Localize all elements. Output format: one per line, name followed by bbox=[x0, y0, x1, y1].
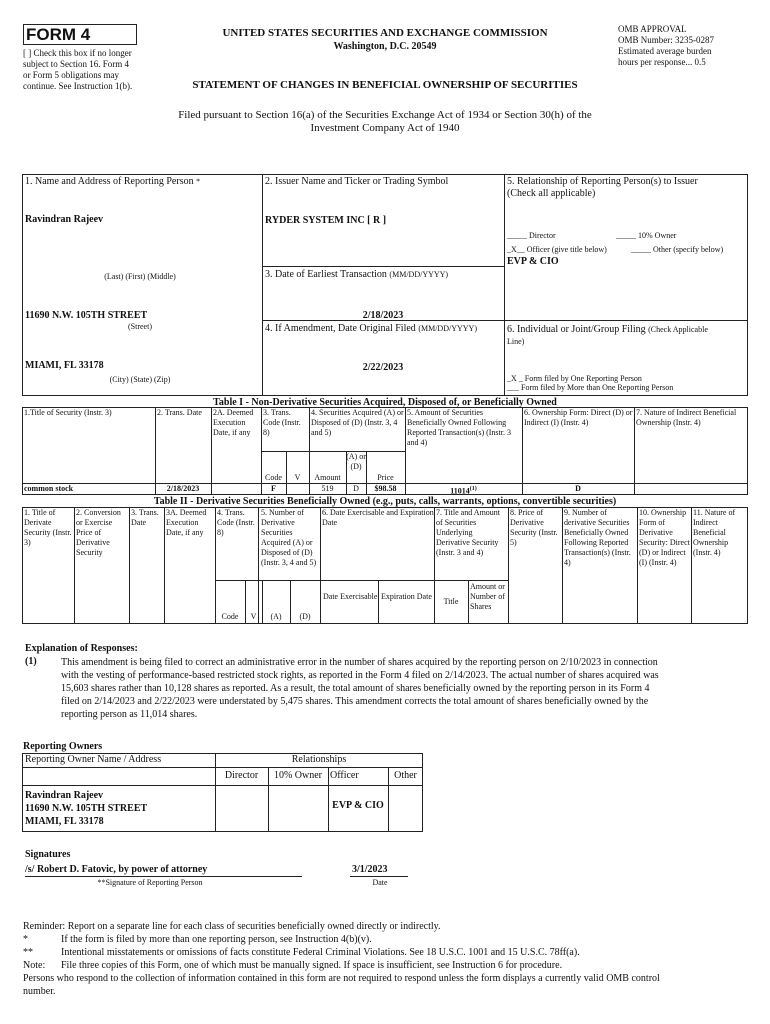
signature-label: **Signature of Reporting Person bbox=[97, 878, 203, 887]
box6-label: 6. Individual or Joint/Group Filing (Check Applicable Line) bbox=[507, 324, 708, 346]
t1-row-aord: D bbox=[353, 484, 359, 493]
t1-row-amount: 519 bbox=[321, 484, 334, 493]
t2-col4: 4. Trans. Code (Instr. 8) bbox=[217, 508, 255, 537]
t1-col5: 5. Amount of Securities Beneficially Owned Following Reported Transaction(s) (Instr. 3 and 4) bbox=[407, 408, 511, 447]
t1-col2a: 2A. Deemed Execution Date, if any bbox=[213, 408, 254, 437]
box1-label: 1. Name and Address of Reporting Person * bbox=[25, 176, 201, 187]
t1-row-date: 2/18/2023 bbox=[166, 484, 200, 493]
explanation-marker: (1) bbox=[25, 656, 37, 667]
t1-row-security: common stock bbox=[24, 484, 74, 493]
street-hint: (Street) bbox=[128, 322, 152, 331]
name-hint: (Last) (First) (Middle) bbox=[104, 272, 176, 281]
t2-col9: 9. Number of derivative Securities Beneficially Owned Following Reported Transaction(s) (Instr. 4) bbox=[564, 508, 631, 567]
owners-col-name: Reporting Owner Name / Address bbox=[25, 754, 162, 765]
form-title: FORM 4 bbox=[26, 25, 91, 44]
t1-col3: 3. Trans. Code (Instr. 8) bbox=[263, 408, 301, 437]
t1-col6: 6. Ownership Form: Direct (D) or Indirect (I) (Instr. 4) bbox=[524, 408, 633, 427]
explanation-heading: Explanation of Responses: bbox=[25, 643, 138, 654]
owners-col-other: Other bbox=[394, 770, 417, 781]
owners-heading: Reporting Owners bbox=[23, 741, 103, 752]
officer-check: _X__ Officer (give title below) bbox=[507, 245, 607, 254]
signature-date: 3/1/2023 bbox=[352, 864, 388, 875]
table2-title: Table II - Derivative Securities Beneficially Owned (e.g., puts, calls, warrants, options, convertible securities) bbox=[153, 496, 617, 507]
t1-row-code: F bbox=[271, 484, 276, 493]
t2-sub-title: Title bbox=[443, 597, 459, 606]
t2-col10: 10. Ownership Form of Derivative Security: Direct (D) or Indirect (I) (Instr. 4) bbox=[639, 508, 690, 567]
agency-name: UNITED STATES SECURITIES AND EXCHANGE COMMISSION bbox=[222, 27, 548, 39]
t2-sub-date-ex: Date Exercisable bbox=[323, 592, 378, 601]
statement-title: STATEMENT OF CHANGES IN BENEFICIAL OWNERSHIP OF SECURITIES bbox=[192, 79, 578, 91]
t2-col11: 11. Nature of Indirect Beneficial Ownership (Instr. 4) bbox=[693, 508, 736, 557]
owners-col-relationships: Relationships bbox=[291, 754, 347, 765]
footer-notes: Reminder: Report on a separate line for each class of securities beneficially owned directly or indirectly. * If the form is filed by more than one reporting person, see Instruction 4(b)(v). ** Intentional misstatements or omissions of facts constitute Federal Criminal Violations. See 18 U.S.C. 1001 and 15 U.S.C. 78ff(a). Note: File three copies of this Form, one of which must be manually signed. If space is insufficient, see Instruction 6 for procedure. Persons who respond to the collection of information contained in this form are not required to respond unless the form displays a currently valid OMB control number. bbox=[23, 921, 660, 997]
t2-col5: 5. Number of Derivative Securities Acquired (A) or Disposed of (D) (Instr. 3, 4 and 5) bbox=[261, 508, 317, 567]
t1-col7: 7. Nature of Indirect Beneficial Ownership (Instr. 4) bbox=[636, 408, 737, 427]
t2-sub-d: (D) bbox=[299, 612, 311, 621]
owners-col-10pct: 10% Owner bbox=[273, 770, 323, 781]
city-hint: (City) (State) (Zip) bbox=[109, 375, 171, 384]
signer-name: /s/ Robert D. Fatovic, by power of attorney bbox=[25, 864, 208, 875]
t2-sub-a: (A) bbox=[270, 612, 282, 621]
box2-label: 2. Issuer Name and Ticker or Trading Symbol bbox=[265, 176, 449, 187]
t2-col2: 2. Conversion or Exercise Price of Derivative Security bbox=[76, 508, 121, 557]
box5-label: 5. Relationship of Reporting Person(s) to Issuer (Check all applicable) bbox=[507, 176, 698, 199]
box4-label: 4. If Amendment, Date Original Filed (MM/DD/YYYY) bbox=[265, 323, 477, 334]
t2-sub-code: Code bbox=[221, 612, 239, 621]
t2-col6: 6. Date Exercisable and Expiration Date bbox=[322, 508, 434, 527]
owners-col-officer: Officer bbox=[330, 770, 359, 781]
one-person-filing: _X _ Form filed by One Reporting Person bbox=[507, 374, 642, 383]
owner-officer-title: EVP & CIO bbox=[332, 800, 384, 811]
t1-col1: 1.Title of Security (Instr. 3) bbox=[24, 408, 112, 417]
t2-sub-v: V bbox=[250, 612, 257, 621]
t2-sub-exp: Expiration Date bbox=[381, 592, 432, 601]
agency-location: Washington, D.C. 20549 bbox=[333, 41, 437, 52]
issuer-name: RYDER SYSTEM INC [ R ] bbox=[265, 215, 387, 226]
t2-col8: 8. Price of Derivative Security (Instr. 5) bbox=[510, 508, 558, 547]
box3-label: 3. Date of Earliest Transaction (MM/DD/YYYY) bbox=[265, 269, 449, 280]
t1-row-price: $98.58 bbox=[374, 484, 397, 493]
t2-col3a: 3A. Deemed Execution Date, if any bbox=[166, 508, 207, 537]
omb-approval: OMB APPROVAL OMB Number: 3235-0287 Estimated average burden hours per response... 0.5 bbox=[618, 24, 714, 67]
amendment-original-date: 2/22/2023 bbox=[362, 362, 404, 373]
t1-sub-amount: Amount bbox=[314, 473, 341, 482]
t1-sub-code: Code bbox=[265, 473, 282, 482]
other-check: _____ Other (specify below) bbox=[631, 245, 724, 254]
t1-col4: 4. Securities Acquired (A) or Disposed of (D) (Instr. 3, 4 and 5) bbox=[311, 408, 404, 437]
t1-sub-aord: (A) or (D) bbox=[346, 452, 366, 471]
group-filing: ___ Form filed by More than One Reporting Person bbox=[507, 383, 674, 392]
table1-title: Table I - Non-Derivative Securities Acquired, Disposed of, or Beneficially Owned bbox=[213, 397, 557, 408]
t1-sub-v: V bbox=[294, 473, 301, 482]
t1-col2: 2. Trans. Date bbox=[157, 408, 202, 417]
reporting-person-street: 11690 N.W. 105TH STREET bbox=[25, 310, 148, 321]
reporting-person-name: Ravindran Rajeev bbox=[25, 214, 104, 225]
t1-row-owned: 11014$^{(1)}$ bbox=[450, 486, 477, 496]
director-check: _____ Director bbox=[507, 231, 556, 240]
filed-pursuant: Filed pursuant to Section 16(a) of the Securities Exchange Act of 1934 or Section 30(h) of the Investment Company Act of 1940 bbox=[178, 109, 592, 134]
owner-address: Ravindran Rajeev 11690 N.W. 105TH STREET MIAMI, FL 33178 bbox=[25, 790, 148, 827]
explanation-text: This amendment is being filed to correct an administrative error in the number of shares acquired by the reporting person on 2/10/2023 in connection with the vesting of performance-based restricted stock rights, as reported in the Form 4 filed on 2/14/2023. The actual number of shares acquired was 15,603 shares rather than 10,128 shares as reported. As a result, the total amount of shares beneficially owned by the reporting person in its Form 4 filed on 2/14/2023 and 2/22/2023 were understated by 5,475 shares. This amendment corrects the total amount of shares beneficially owned by the reporting person as 11,014 shares. bbox=[61, 657, 659, 720]
reporting-person-city: MIAMI, FL 33178 bbox=[25, 360, 104, 371]
t2-sub-amount: Amount or Number of Shares bbox=[470, 582, 505, 611]
t1-sub-price: Price bbox=[377, 473, 394, 482]
earliest-transaction-date: 2/18/2023 bbox=[362, 310, 404, 321]
date-label: Date bbox=[372, 878, 388, 887]
checkbox-note: [ ] Check this box if no longer subject to Section 16. Form 4 or Form 5 obligations may continue. See Instruction 1(b). bbox=[23, 48, 133, 91]
t1-row-form: D bbox=[575, 484, 581, 493]
signatures-heading: Signatures bbox=[25, 849, 71, 860]
t2-col1: 1. Title of Derivate Security (Instr. 3) bbox=[24, 508, 72, 547]
t2-col3: 3. Trans. Date bbox=[131, 508, 159, 527]
t2-col7: 7. Title and Amount of Securities Underlying Derivative Security (Instr. 3 and 4) bbox=[436, 508, 501, 557]
officer-title: EVP & CIO bbox=[507, 256, 559, 267]
ten-pct-owner-check: _____ 10% Owner bbox=[616, 231, 677, 240]
owners-col-director: Director bbox=[224, 770, 259, 781]
